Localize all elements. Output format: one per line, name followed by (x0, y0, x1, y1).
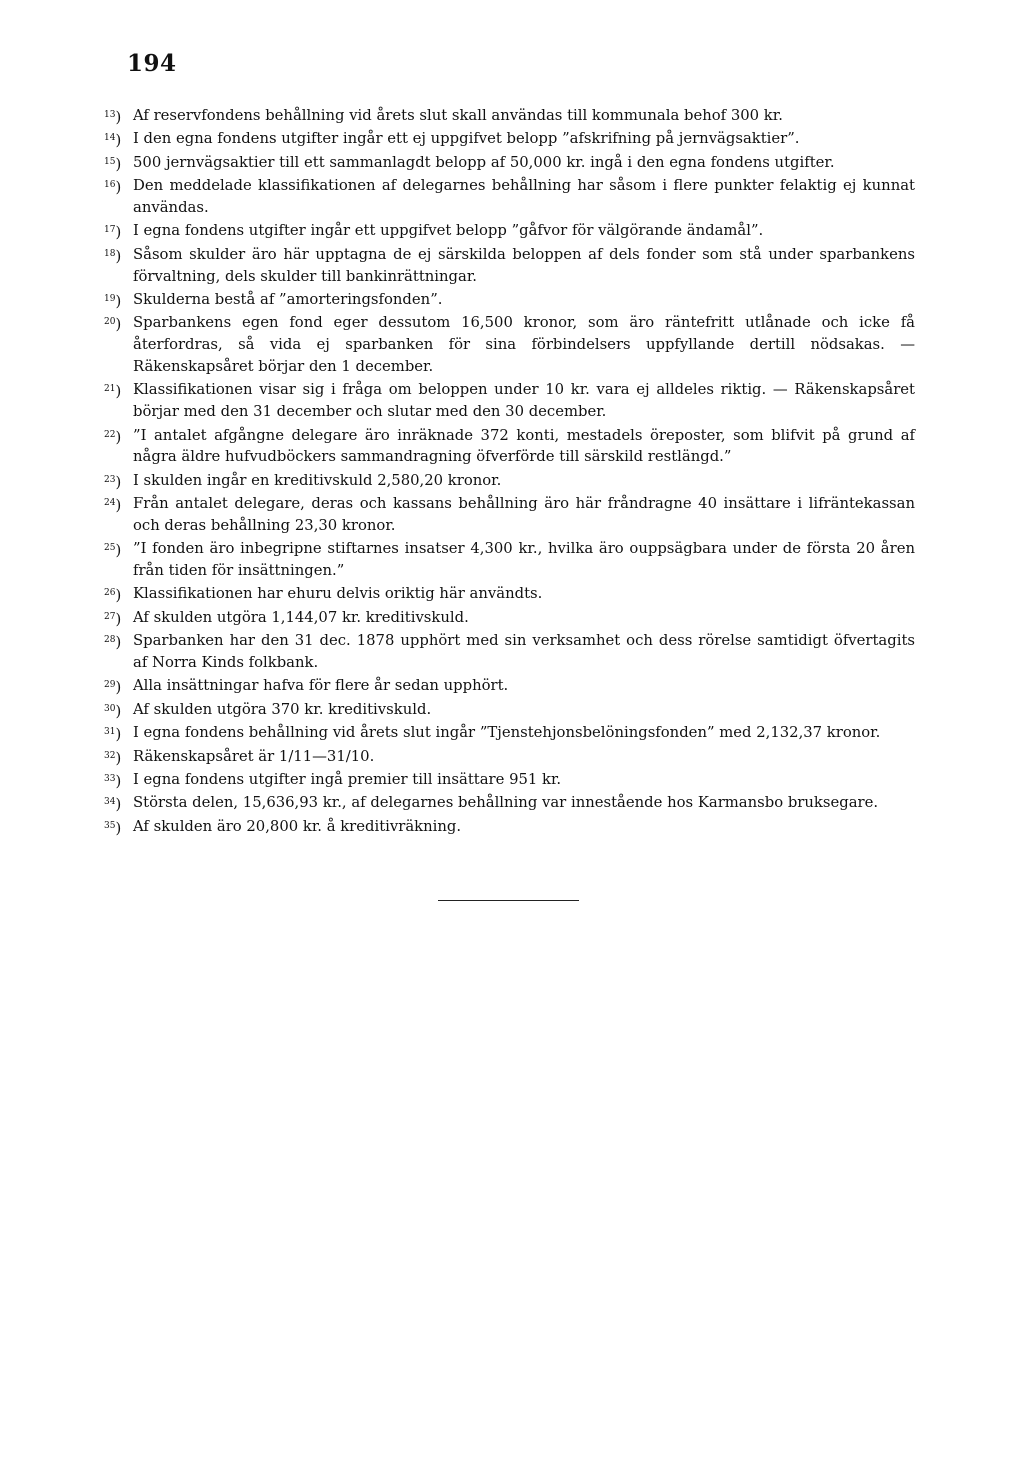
footnote-number: 31 (104, 727, 116, 738)
footnote-marker: $^{27}$) (104, 610, 122, 628)
footnote-number: 32 (104, 750, 116, 761)
footnote-item (0, 289, 915, 311)
footnote-number: 34 (104, 797, 116, 808)
footnote-marker: $^{23}$) (104, 473, 122, 491)
footnote-marker: $^{26}$) (104, 587, 122, 605)
footnote-marker: $^{20}$) (104, 316, 122, 334)
footnote-number: 25 (104, 543, 116, 554)
footnote-number: 24 (104, 498, 116, 509)
footnote-marker: $^{14}$) (104, 132, 122, 150)
footnote-marker: $^{18}$) (104, 247, 122, 265)
footnote-number: 28 (104, 635, 116, 646)
footnote-item (0, 128, 915, 150)
footnote-text: Den meddelade klassifikationen af delegarnes behållning har såsom i flere punkter felaktig ej kunnat användas. (133, 177, 915, 216)
footnote-marker: $^{13}$) (104, 109, 122, 126)
footnote-number: 16 (104, 180, 116, 191)
page-number: 194 (127, 50, 177, 77)
footnote-number: 19 (104, 293, 116, 304)
footnote-marker: $^{21}$) (104, 383, 122, 401)
footnote-text: Klassifikationen visar sig i fråga om beloppen under 10 kr. vara ej alldeles riktig. — Räkenskapsåret börjar med den 31 december och slutar med den 30 december. (133, 381, 915, 421)
footnote-item (0, 538, 915, 582)
footnote-text: ”I fonden äro inbegripne stiftarnes insatser 4,300 kr., hvilka äro ouppsägbara under de första 20 åren från tiden för insättningen.” (133, 540, 915, 580)
footnote-text: Af reservfondens behållning vid årets slut skall användas till kommunala behof 300 kr. (133, 107, 783, 124)
footnote-text: 500 jernvägsaktier till ett sammanlagdt belopp af 50,000 kr. ingå i den egna fondens utgifter. (133, 153, 835, 171)
footnote-text: Klassifikationen har ehuru delvis oriktig här användts. (133, 585, 543, 603)
footnote-text: Från antalet delegare, deras och kassans behållning äro här fråndragne 40 insättare i lifräntekassan och deras behållning 23,30 kronor. (133, 495, 915, 534)
footnote-text: I egna fondens behållning vid årets slut ingår ”Tjenstehjonsbelöningsfonden” med 2,132,37 kronor. (133, 724, 881, 742)
footnote-marker: $^{29}$) (104, 679, 122, 697)
footnote-number: 18 (104, 248, 116, 259)
footnote-text: I egna fondens utgifter ingå premier till insättare 951 kr. (133, 770, 562, 788)
footnote-marker: $^{22}$) (104, 428, 122, 446)
footnote-marker: $^{35}$) (104, 819, 122, 837)
footnote-item (0, 722, 915, 744)
footnote-item (0, 792, 915, 814)
footnote-item (0, 244, 915, 288)
footnote-item (0, 105, 915, 127)
footnote-marker: $^{19}$) (104, 292, 122, 310)
footnote-marker: $^{32}$) (104, 749, 122, 767)
footnote-item (0, 675, 915, 697)
footnote-marker: $^{24}$) (104, 497, 122, 515)
footnote-item (0, 583, 915, 605)
footnote-number: 27 (104, 611, 116, 622)
footnote-number: 20 (104, 317, 116, 328)
footnote-text: Skulderna bestå af ”amorteringsfonden”. (133, 290, 443, 308)
footnote-number: 22 (104, 429, 116, 440)
footnote-number: 14 (104, 133, 116, 144)
footnotes-list (0, 105, 1024, 839)
footnote-text: I den egna fondens utgifter ingår ett ej uppgifvet belopp ”afskrifning på jernvägsaktier”. (133, 130, 800, 148)
footnote-marker: $^{15}$) (104, 155, 122, 173)
footnote-item (0, 769, 915, 791)
end-rule (438, 900, 579, 901)
footnote-marker: $^{28}$) (104, 634, 122, 652)
footnote-text: Af skulden utgöra 370 kr. kreditivskuld. (133, 700, 432, 718)
footnote-text: I skulden ingår en kreditivskuld 2,580,20 kronor. (133, 471, 502, 489)
footnote-text: I egna fondens utgifter ingår ett uppgifvet belopp ”gåfvor för välgörande ändamål”. (133, 222, 764, 240)
footnote-marker: $^{25}$) (104, 542, 122, 560)
footnote-text: Af skulden utgöra 1,144,07 kr. kreditivskuld. (133, 608, 469, 626)
footnote-marker: $^{31}$) (104, 726, 122, 744)
footnote-number: 33 (104, 773, 116, 784)
footnote-marker: $^{30}$) (104, 702, 122, 720)
footnote-marker: $^{33}$) (104, 772, 122, 790)
footnote-number: 15 (104, 156, 116, 167)
footnote-text: Sparbankens egen fond eger dessutom 16,500 kronor, som äro räntefritt utlånade och icke få återfordras, så vida ej sparbanken för sina förbindelsers uppfyllande dertill nödsakas. — Räkenskapsåret börjar den 1 december. (133, 314, 915, 375)
footnote-text: Räkenskapsåret är 1/11—31/10. (133, 747, 375, 765)
footnote-item (0, 220, 915, 242)
footnote-text: Sparbanken har den 31 dec. 1878 upphört med sin verksamhet och dess rörelse samtidigt öfvertagits af Norra Kinds folkbank. (133, 632, 915, 672)
footnote-item (0, 425, 915, 469)
footnote-item (0, 607, 915, 629)
footnote-item (0, 152, 915, 174)
footnote-number: 30 (104, 703, 116, 714)
footnote-item (0, 630, 915, 674)
footnote-marker: $^{34}$) (104, 796, 122, 814)
footnote-number: 17 (104, 225, 116, 236)
footnote-number: 26 (104, 588, 116, 599)
footnote-text: Af skulden äro 20,800 kr. å kreditivräkning. (133, 817, 462, 835)
footnote-number: 13 (104, 110, 116, 120)
footnote-item (0, 493, 915, 537)
footnote-number: 21 (104, 384, 116, 395)
footnote-number: 29 (104, 680, 116, 691)
footnote-number: 35 (104, 820, 116, 831)
footnote-item (0, 312, 915, 377)
footnote-item (0, 175, 915, 219)
footnote-item (0, 699, 915, 721)
footnote-marker: $^{16}$) (104, 179, 122, 197)
footnote-text: Alla insättningar hafva för flere år sedan upphört. (133, 677, 509, 695)
footnote-item (0, 746, 915, 768)
footnote-text: Största delen, 15,636,93 kr., af delegarnes behållning var innestående hos Karmansbo bruksegare. (133, 794, 879, 812)
footnote-text: Såsom skulder äro här upptagna de ej särskilda beloppen af dels fonder som stå under sparbankens förvaltning, dels skulder till bankinrättningar. (133, 245, 915, 285)
footnote-number: 23 (104, 474, 116, 485)
footnote-text: ”I antalet afgångne delegare äro inräknade 372 konti, mestadels öreposter, som blifvit på grund af några äldre hufvudböckers sammandragning öfverförde till särskild restlängd.” (133, 426, 915, 466)
footnote-marker: $^{17}$) (104, 224, 122, 242)
footnote-item (0, 816, 915, 838)
footnote-item (0, 470, 915, 492)
footnote-item (0, 379, 915, 423)
